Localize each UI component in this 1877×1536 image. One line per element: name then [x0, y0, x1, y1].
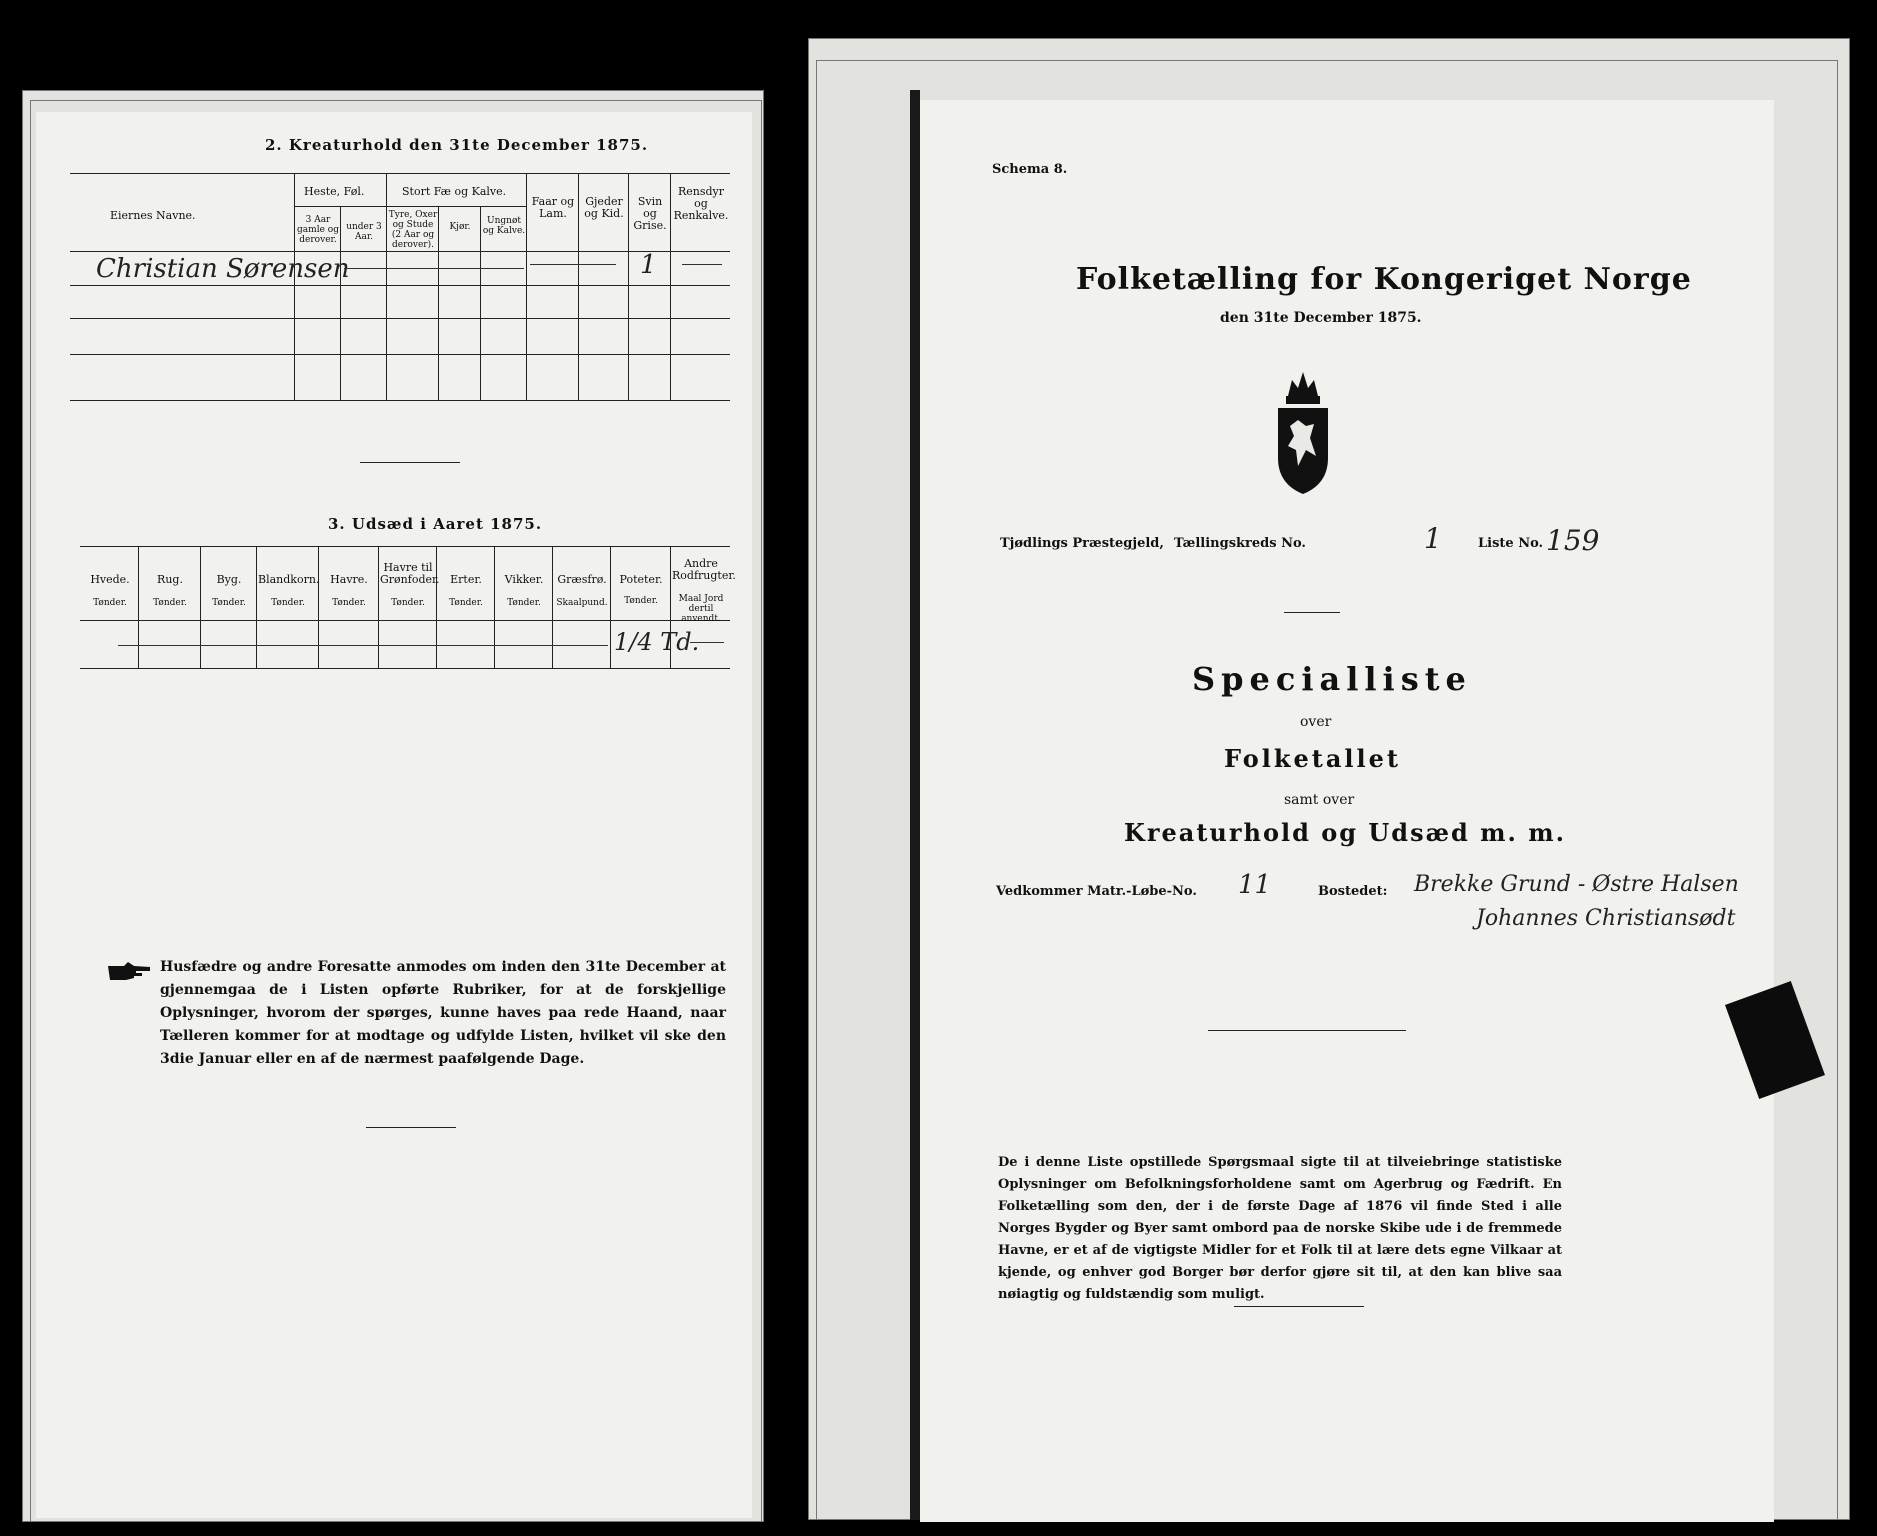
- seed-unit-wheat: Tønder.: [93, 598, 127, 608]
- livestock-col-line: [628, 173, 629, 400]
- seed-header-barley: Byg.: [216, 573, 242, 586]
- livestock-col-line: [670, 173, 671, 400]
- divider: [1208, 1030, 1406, 1031]
- kreaturhold-heading: Kreaturhold og Udsæd m. m.: [1124, 818, 1566, 847]
- seed-header-other-roots: Andre Rodfrugter.: [672, 557, 736, 582]
- seed-unit-other-roots: Maal Jord dertil anvendt.: [678, 594, 724, 624]
- left-page: [36, 112, 752, 1518]
- list-number-handwritten: 159: [1546, 524, 1600, 557]
- list-label: Liste No.: [1478, 536, 1544, 551]
- section2-title: 2. Kreaturhold den 31te December 1875.: [265, 136, 649, 154]
- livestock-row-line: [70, 285, 730, 286]
- empty-entry-dash: [690, 642, 724, 643]
- pigs-count-handwritten: 1: [640, 250, 657, 280]
- census-paragraph: De i denne Liste opstillede Spørgsmaal sigte til at tilveiebringe statistiske Oplysninger om Befolkningsforholdene samt om Agerbrug og Fædrift. En Folketælling som den, der i de første Dage af 1876 vil finde Sted i alle Norges Bygder og Byer samt ombord paa de norske Skibe ude i de fremmede Havne, er et af de vigtigste Midler for et Folk til at lære dets egne Vilkaar at kjende, og enhver god Borger bør derfor gjøre sit til, at den kan blive saa nøiagtig og fuldstændig som muligt.: [998, 1155, 1562, 1302]
- seed-unit-grass-seed: Skaalpund.: [556, 598, 608, 608]
- seed-unit-barley: Tønder.: [212, 598, 246, 608]
- seed-unit-oats: Tønder.: [332, 598, 366, 608]
- seed-header-oats: Havre.: [330, 573, 368, 586]
- divider: [1284, 612, 1340, 613]
- district-label: Tællingskreds No.: [1174, 536, 1306, 551]
- seed-header-peas: Erter.: [450, 573, 482, 586]
- seed-unit-green-fodder: Tønder.: [391, 598, 425, 608]
- seed-col-line: [436, 546, 437, 668]
- seed-col-line: [494, 546, 495, 668]
- seed-unit-peas: Tønder.: [449, 598, 483, 608]
- schema-label: Schema 8.: [992, 162, 1068, 177]
- seed-header-wheat: Hvede.: [90, 573, 130, 586]
- seed-header-green-fodder: Havre til Grønfoder.: [380, 561, 440, 586]
- empty-entry-dash: [530, 264, 616, 265]
- bostedet-value2-handwritten: Johannes Christiansødt: [1476, 906, 1736, 931]
- seed-col-line: [378, 546, 379, 668]
- seed-header-vetch: Vikker.: [504, 573, 544, 586]
- livestock-col-line: [294, 173, 295, 400]
- header-cattle-bulls: Tyre, Oxer og Stude (2 Aar og derover).: [388, 210, 438, 250]
- livestock-col-line: [526, 173, 527, 400]
- seed-col-line: [318, 546, 319, 668]
- livestock-table-bottom: [70, 400, 730, 401]
- page-gutter: [910, 90, 920, 1520]
- census-date: den 31te December 1875.: [1220, 310, 1422, 326]
- header-horses: Heste, Føl.: [304, 185, 365, 198]
- matr-number-handwritten: 11: [1238, 870, 1272, 900]
- livestock-col-line: [438, 206, 439, 400]
- header-cattle: Stort Fæ og Kalve.: [402, 185, 507, 198]
- seed-unit-vetch: Tønder.: [507, 598, 541, 608]
- census-title: Folketælling for Kongeriget Norge: [1076, 262, 1692, 297]
- livestock-row-line: [70, 318, 730, 319]
- matr-label: Vedkommer Matr.-Løbe-No.: [996, 884, 1197, 899]
- notice-text: Husfædre og andre Foresatte anmodes om inden den 31te December at gjennemgaa de i Listen opførte Rubriker, for at de forskjellige Oplysninger, hvorom der spørges, kunne haves paa rede Haand, naar Tælleren kommer for at modtage og udfylde Listen, hvilket vil ske den 3die Januar eller en af de nærmest paafølgende Dage.: [160, 959, 726, 1067]
- header-pigs: Svin og Grise.: [633, 195, 667, 232]
- over-text: over: [1300, 714, 1332, 730]
- seed-unit-rye: Tønder.: [153, 598, 187, 608]
- livestock-row-line: [70, 354, 730, 355]
- seed-unit-mixed-grain: Tønder.: [271, 598, 305, 608]
- header-goats: Gjeder og Kid.: [584, 195, 624, 220]
- seed-table-top: [80, 546, 730, 547]
- section3-title: 3. Udsæd i Aaret 1875.: [328, 515, 543, 533]
- divider: [366, 1127, 456, 1128]
- header-horses-under-3: under 3 Aar.: [346, 222, 382, 242]
- seed-table-bottom: [80, 668, 730, 669]
- seed-header-grass-seed: Græsfrø.: [557, 573, 607, 586]
- livestock-table-top: [70, 173, 730, 174]
- bostedet-value-handwritten: Brekke Grund - Østre Halsen: [1414, 872, 1739, 897]
- seed-header-bottom: [80, 620, 730, 621]
- seed-header-potatoes: Poteter.: [619, 573, 663, 586]
- seed-col-line: [552, 546, 553, 668]
- header-owner: Eiernes Navne.: [110, 209, 196, 222]
- header-horses-3-years: 3 Aar gamle og derover.: [297, 215, 339, 245]
- header-cattle-young: Ungnøt og Kalve.: [482, 216, 526, 236]
- divider: [360, 462, 460, 463]
- parish-label: Tjødlings Præstegjeld,: [1000, 536, 1164, 551]
- seed-unit-potatoes: Tønder.: [624, 596, 658, 606]
- cattle-subheader-line: [386, 206, 526, 207]
- pointing-hand-icon: [106, 960, 152, 982]
- header-reindeer: Rensdyr og Renkalve.: [673, 185, 729, 222]
- empty-entry-dash: [344, 268, 524, 269]
- seed-col-line: [256, 546, 257, 668]
- header-sheep: Faar og Lam.: [531, 195, 575, 220]
- empty-entry-dash: [118, 645, 608, 646]
- district-number-handwritten: 1: [1424, 522, 1442, 555]
- header-cattle-cows: Kjør.: [449, 222, 471, 232]
- seed-col-line: [138, 546, 139, 668]
- bostedet-label: Bostedet:: [1318, 884, 1388, 899]
- seed-col-line: [200, 546, 201, 668]
- livestock-col-line: [480, 206, 481, 400]
- livestock-col-line: [578, 173, 579, 400]
- folketallet-heading: Folketallet: [1224, 744, 1401, 773]
- divider: [1234, 1306, 1364, 1307]
- potatoes-amount-handwritten: 1/4 Td.: [614, 628, 700, 656]
- empty-entry-dash: [682, 264, 722, 265]
- norway-coat-of-arms-icon: [1268, 366, 1338, 498]
- seed-header-rye: Rug.: [157, 573, 183, 586]
- livestock-col-line: [386, 173, 387, 400]
- livestock-header-bottom: [70, 251, 730, 252]
- owner-name-handwritten: Christian Sørensen: [96, 254, 350, 284]
- seed-col-line: [610, 546, 611, 668]
- samt-over-text: samt over: [1284, 792, 1355, 808]
- livestock-col-line: [340, 206, 341, 400]
- specialliste-heading: Specialliste: [1192, 660, 1472, 698]
- seed-header-mixed-grain: Blandkorn.: [258, 573, 320, 586]
